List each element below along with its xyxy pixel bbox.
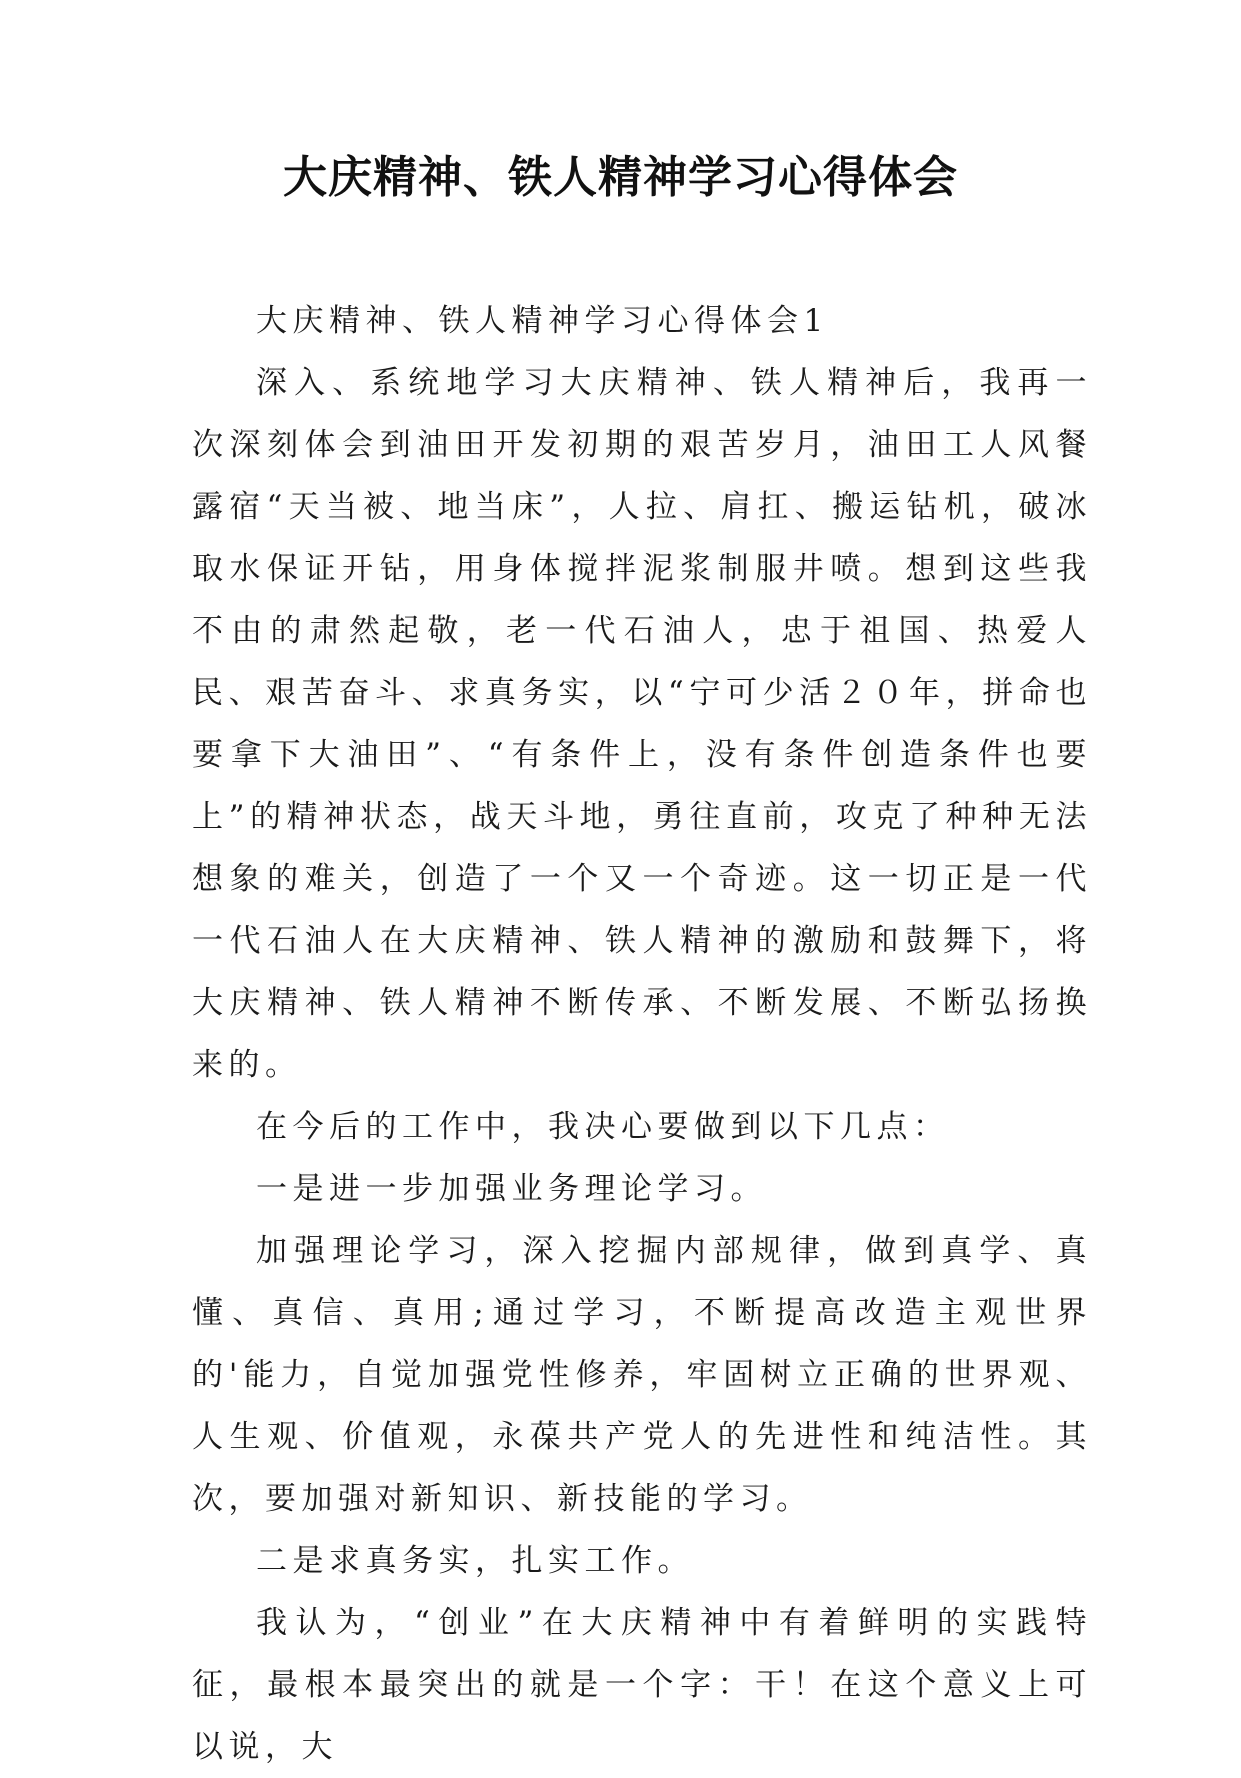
body-paragraph: 加强理论学习，深入挖掘内部规律，做到真学、真懂、真信、真用;通过学习，不断提高改造主观世界的'能力，自觉加强党性修养，牢固树立正确的世界观、人生观、价值观，永葆共产党人的先进性和纯洁性。其次，要加强对新知识、新技能的学习。 (192, 1233, 1092, 1517)
point-heading: 一是进一步加强业务理论学习。 (256, 1171, 767, 1207)
document-title: 大庆精神、铁人精神学习心得体会 (283, 152, 958, 203)
point-heading: 二是求真务实，扎实工作。 (256, 1543, 694, 1579)
body-paragraph: 深入、系统地学习大庆精神、铁人精神后，我再一次深刻体会到油田开发初期的艰苦岁月，油田工人风餐露宿“天当被、地当床”，人拉、肩扛、搬运钻机，破冰取水保证开钻，用身体搅拌泥浆制服井喷。想到这些我不由的肃然起敬，老一代石油人，忠于祖国、热爱人民、艰苦奋斗、求真务实，以“宁可少活２０年，拼命也要拿下大油田”、“有条件上，没有条件创造条件也要上”的精神状态，战天斗地，勇往直前，攻克了种种无法想象的难关，创造了一个又一个奇迹。这一切正是一代一代石油人在大庆精神、铁人精神的激励和鼓舞下，将大庆精神、铁人精神不断传承、不断发展、不断弘扬换来的。 (192, 365, 1092, 1083)
body-paragraph: 我认为，“创业”在大庆精神中有着鲜明的实践特征，最根本最突出的就是一个字：干！在这个意义上可以说，大 (192, 1605, 1092, 1765)
section-heading: 大庆精神、铁人精神学习心得体会1 (256, 303, 829, 339)
body-paragraph: 在今后的工作中，我决心要做到以下几点： (256, 1109, 950, 1145)
document-body (192, 290, 1092, 1778)
